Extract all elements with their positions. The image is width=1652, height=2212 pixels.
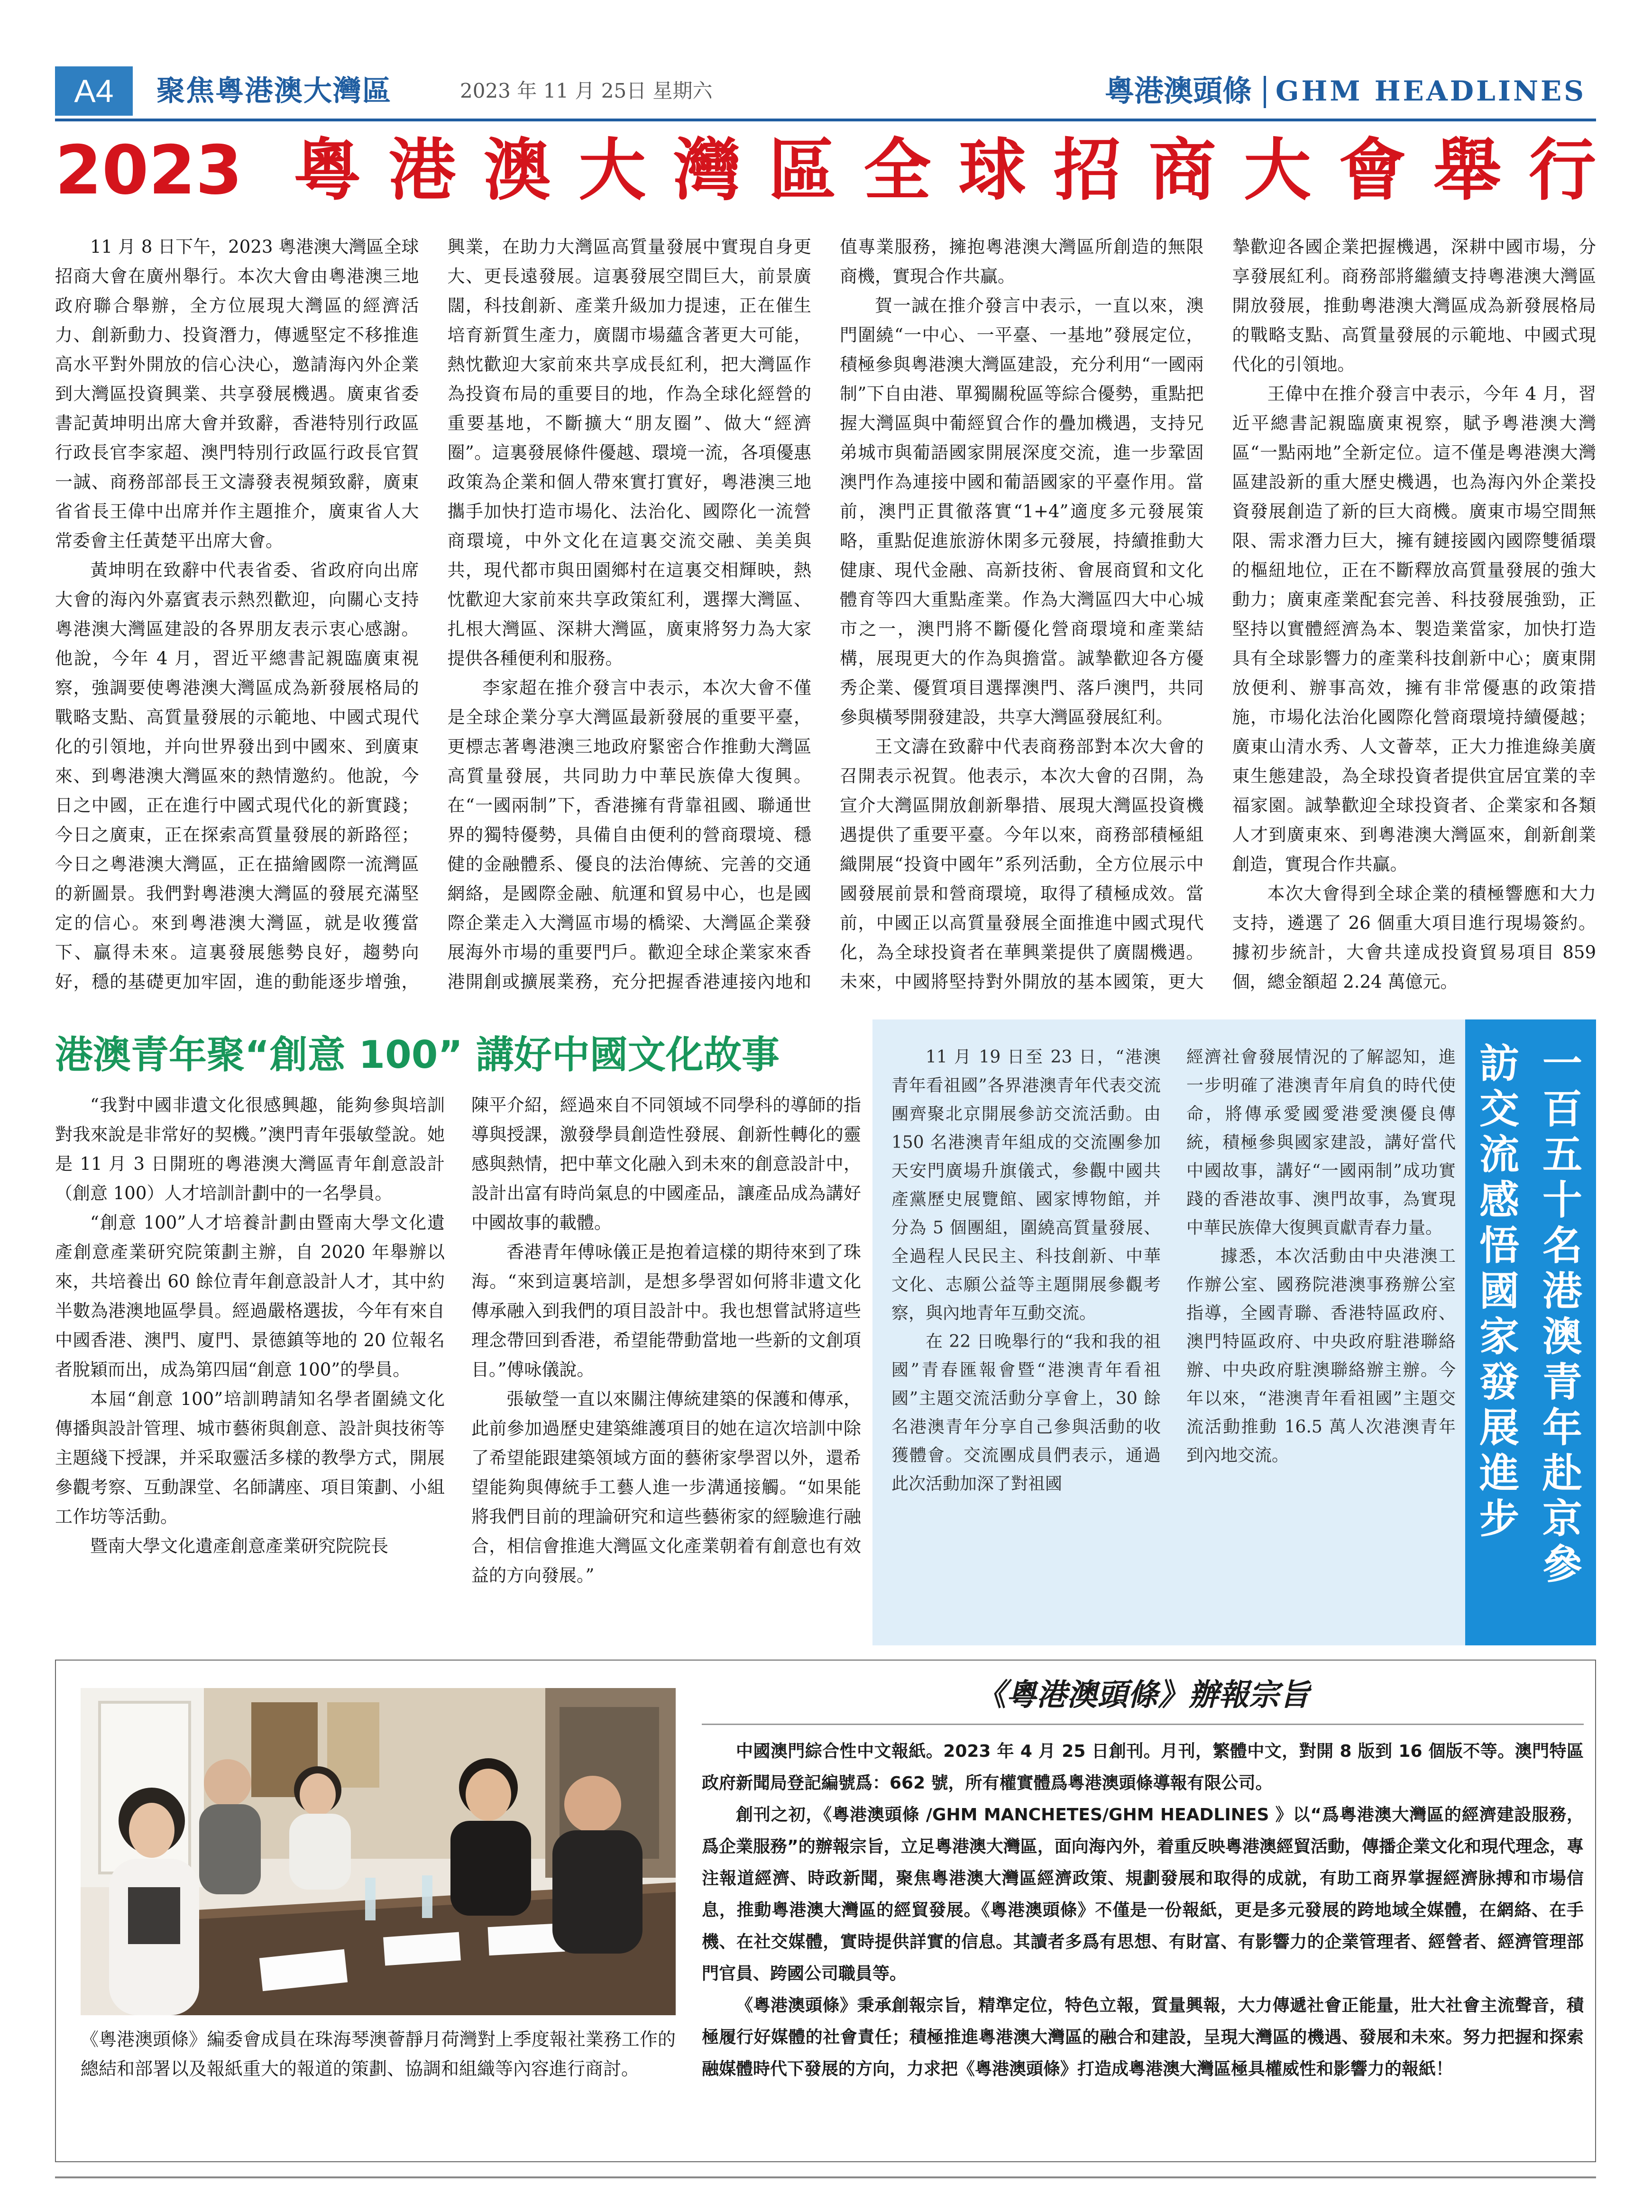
main-story-column-4	[1232, 232, 1597, 1000]
story3-column-2	[1186, 1043, 1456, 1617]
story3	[891, 1043, 1456, 1617]
paragraph: 興業，在助力大灣區高質量發展中實現自身更大、更長遠發展。這裏發展空間巨大，前景廣闊，科技創新、產業升級加力提速，正在催生培育新質生產力，廣闊市場蘊含著更大可能，熱忱歡迎大家前來共享成長紅利，把大灣區作為投資布局的重要目的地，作為全球化經營的重要基地，不斷擴大“朋友圈”、做大“經濟圈”。這裏發展條件優越、環境一流，各項優惠政策為企業和個人帶來實打實好，粵港澳三地攜手加快打造市場化、法治化、國際化一流營商環境，中外文化在這裏交流交融、美美與共，現代都市與田園鄉村在這裏交相輝映，熱忱歡迎大家前來共享政策紅利，選擇大灣區、扎根大灣區、深耕大灣區，廣東將努力為大家提供各種便利和服務。	[447, 237, 811, 669]
meeting-photo	[81, 1688, 676, 2015]
paragraph: 李家超在推介發言中表示，本次大會不僅是全球企業分享大灣區最新發展的重要平臺，更標志著粵港澳三地政府緊密合作推動大灣區高質量發展，共同助力中華民族偉大復興。在“一國兩制”下，香港擁有背靠祖國、聯通世界的獨特優勢，具備自由便利的營商環境、穩健的金融體系、優良的法治傳統、完善的交通網絡，是國際金融、航運和貿易中心，也是國際企業走入大灣區市場的橋梁、大灣區企業發展海外市場的重要門戶。歡迎全球企業家來香港開創或擴展業務，充分把握香港連接內地和	[447, 678, 811, 992]
main-story	[55, 232, 1596, 1000]
main-headline: 2023 粵港澳大灣區全球招商大會舉行	[55, 131, 1596, 210]
paragraph: 據悉，本次活動由中央港澳工作辦公室、國務院港澳事務辦公室指導，全國青聯、香港特區政府、澳門特區政府、中央政府駐港聯絡辦、中央政府駐澳聯絡辦主辦。今年以來，“港澳青年看祖國”主題交流活動推動 16.5 萬人次港澳青年到內地交流。	[1186, 1247, 1456, 1465]
footer-rule	[55, 2176, 1596, 2178]
story2-column-2	[471, 1091, 861, 1622]
issue-date: 2023 年 11 月 25日 星期六	[460, 79, 713, 102]
mission-divider	[702, 1724, 1584, 1725]
paragraph: 《粵港澳頭條》秉承創報宗旨，精準定位，特色立報，質量興報，大力傳遞社會正能量，壯大社會主流聲音，積極履行好媒體的社會責任；積極推進粵港澳大灣區的融合和建設，呈現大灣區的機遇、發展和未來。努力把握和探索融媒體時代下發展的方向，力求把《粵港澳頭條》打造成粵港澳大灣區極具權威性和影響力的報紙！	[702, 1996, 1584, 2079]
paragraph: 王偉中在推介發言中表示，今年 4 月，習近平總書記親臨廣東視察，賦予粵港澳大灣區“一點兩地”全新定位。這不僅是粵港澳大灣區建設新的重大歷史機遇，也為海內外企業投資發展創造了新的巨大商機。廣東市場空間無限、需求潛力巨大，擁有鏈接國內國際雙循環的樞紐地位，正在不斷釋放高質量發展的強大動力；廣東產業配套完善、科技發展強勁，正堅持以實體經濟為本、製造業當家，加快打造具有全球影響力的產業科技創新中心；廣東開放便利、辦事高效，擁有非常優惠的政策措施，市場化法治化國際化營商環境持續優越；廣東山清水秀、人文薈萃，正大力推進綠美廣東生態建設，為全球投資者提供宜居宜業的幸福家園。誠摯歡迎全球投資者、企業家和各類人才到廣東來、到粵港澳大灣區來，創新創業創造，實現合作共贏。	[1232, 384, 1596, 874]
paragraph: 香港青年傅咏儀正是抱着這樣的期待來到了珠海。“來到這裏培訓，是想多學習如何將非遺文化傳承融入到我們的項目設計中。我也想嘗試將這些理念帶回到香港，希望能帶動當地一些新的文創項目。”傅咏儀說。	[471, 1242, 861, 1380]
paragraph: 暨南大學文化遺產創意產業研究院院長	[90, 1536, 388, 1556]
mission-title: 《粵港澳頭條》辦報宗旨	[976, 1678, 1310, 1713]
masthead-separator	[1264, 76, 1266, 108]
paragraph: 值專業服務，擁抱粵港澳大灣區所創造的無限商機，實現合作共贏。	[840, 237, 1204, 286]
paragraph: 黃坤明在致辭中代表省委、省政府向出席大會的海內外嘉賓表示熱烈歡迎，向關心支持粵港澳大灣區建設的各界朋友表示衷心感謝。他說，今年 4 月，習近平總書記親臨廣東視察，強調要使粵港澳大灣區成為新發展格局的戰略支點、高質量發展的示範地、中國式現代化的引領地，并向世界發出到中國來、到廣東來、到粵港澳大灣區來的熱情邀約。他說，今日之中國，正在進行中國式現代化的新實踐；今日之廣東，正在探索高質量發展的新路徑；今日之粵港澳大灣區，正在描繪國際一流灣區的新圖景。我們對粵港澳大灣區的發展充滿堅定的信心。來到粵港澳大灣區，就是收獲當下、贏得未來。這裏發展態勢良好，趨勢向好，穩的基礎更加牢固，進的動能逐步增強，	[55, 560, 419, 992]
masthead-english: GHM HEADLINES	[1276, 75, 1587, 107]
story3-column-1	[891, 1043, 1161, 1617]
meeting-photo-illustration	[81, 1688, 676, 2015]
paragraph: 陳平介紹，經過來自不同領域不同學科的導師的指導與授課，激發學員創造性發展、創新性轉化的靈感與熱情，把中華文化融入到未來的創意設計中，設計出富有時尚氣息的中國產品，讓產品成為講好中國故事的載體。	[471, 1095, 861, 1233]
paragraph: 本屆“創意 100”培訓聘請知名學者圍繞文化傳播與設計管理、城市藝術與創意、設計與技術等主題綫下授課，并采取靈活多樣的教學方式，開展參觀考察、互動課堂、名師講座、項目策劃、小組工作坊等活動。	[55, 1389, 445, 1527]
page-number: A4	[55, 66, 133, 116]
story3-headline-line-2: 訪交流 感悟國家發展進步	[1479, 1040, 1519, 1542]
section-title: 聚焦粵港澳大灣區	[156, 74, 392, 108]
paragraph	[1232, 997, 1597, 1000]
main-story-column-3	[840, 232, 1204, 1000]
mission-statement	[702, 1735, 1584, 2143]
paragraph: 賀一誠在推介發言中表示，一直以來，澳門圍繞“一中心、一平臺、一基地”發展定位，積極參與粵港澳大灣區建設，充分利用“一國兩制”下自由港、單獨關稅區等綜合優勢，重點把握大灣區與中葡經貿合作的疊加機遇，支持兄弟城市與葡語國家開展深度交流，進一步鞏固澳門作為連接中國和葡語國家的平臺作用。當前，澳門正貫徹落實“1+4”適度多元發展策略，重點促進旅游休閑多元發展，持續推動大健康、現代金融、高新技術、會展商貿和文化體育等四大重點產業。作為大灣區四大中心城市之一，澳門將不斷優化營商環境和產業結構，展現更大的作為與擔當。誠摯歡迎各方優秀企業、優質項目選擇澳門、落戶澳門，共同參與橫琴開發建設，共享大灣區發展紅利。	[840, 295, 1204, 727]
paragraph: 11 月 19 日至 23 日，“港澳青年看祖國”各界港澳青年代表交流團齊聚北京開展參訪交流活動。由 150 名港澳青年組成的交流團參加天安門廣場升旗儀式，參觀中國共產黨歷史展覽館、國家博物館，并分為 5 個團組，圍繞高質量發展、全過程人民民主、科技創新、中華文化、志願公益等主題開展參觀考察，與內地青年互動交流。	[891, 1047, 1161, 1323]
paragraph: 11 月 8 日下午，2023 粵港澳大灣區全球招商大會在廣州舉行。本次大會由粵港澳三地政府聯合舉辦，全方位展現大灣區的經濟活力、創新動力、投資潛力，傳遞堅定不移推進高水平對外開放的信心決心，邀請海內外企業到大灣區投資興業、共享發展機遇。廣東省委書記黃坤明出席大會并致辭，香港特別行政區行政長官李家超、澳門特別行政區行政長官賀一誠、商務部部長王文濤發表視頻致辭，廣東省省長王偉中出席并作主題推介，廣東省人大常委會主任黃楚平出席大會。	[55, 237, 419, 551]
paragraph: 中國澳門綜合性中文報紙。2023 年 4 月 25 日創刊。月刊，繁體中文，對開 8 版到 16 個版不等。澳門特區政府新聞局登記編號爲：662 號，所有權實體爲粵港澳頭條導報有限公司。	[702, 1742, 1584, 1793]
paragraph: 在 22 日晚舉行的“我和我的祖國”青春匯報會暨“港澳青年看祖國”主題交流活動分享會上，30 餘名港澳青年分享自己參與活動的收獲體會。交流團成員們表示，通過此次活動加深了對祖國	[891, 1332, 1161, 1494]
paragraph: “創意 100”人才培養計劃由暨南大學文化遺產創意產業研究院策劃主辦，自 2020 年舉辦以來，共培養出 60 餘位青年創意設計人才，其中約半數為港澳地區學員。經過嚴格選拔，今年有來自中國香港、澳門、廈門、景德鎮等地的 20 位報名者脫穎而出，成為第四屆“創意 100”的學員。	[55, 1212, 445, 1380]
paragraph: 經濟社會發展情況的了解認知，進一步明確了港澳青年肩負的時代使命，將傳承愛國愛港愛澳優良傳統，積極參與國家建設，講好當代中國故事，講好“一國兩制”成功實踐的香港故事、澳門故事，為實現中華民族偉大復興貢獻青春力量。	[1186, 1047, 1456, 1238]
story2-column-1	[55, 1091, 445, 1622]
story3-headline-line-1: 一百五十名港澳青年赴京參	[1542, 1040, 1582, 1588]
header-rule	[55, 119, 1596, 121]
main-story-column-1	[55, 232, 419, 1000]
story2-headline: 港澳青年聚“創意 100” 講好中國文化故事	[55, 1033, 780, 1077]
paragraph: 摯歡迎各國企業把握機遇，深耕中國市場，分享發展紅利。商務部將繼續支持粵港澳大灣區開放發展，推動粵港澳大灣區成為新發展格局的戰略支點、高質量發展的示範地、中國式現代化的引領地。	[1232, 237, 1596, 375]
photo-caption: 《粵港澳頭條》編委會成員在珠海琴澳薈靜月荷灣對上季度報社業務工作的總結和部署以及報紙重大的報道的策劃、協調和組織等內容進行商討。	[81, 2029, 676, 2079]
paragraph: “我對中國非遺文化很感興趣，能夠參與培訓對我來說是非常好的契機。”澳門青年張敏瑩說。她是 11 月 3 日開班的粵港澳大灣區青年創意設計（創意 100）人才培訓計劃中的一名學員。	[55, 1095, 445, 1203]
paragraph: 本次大會得到全球企業的積極響應和大力支持，遴選了 26 個重大項目進行現場簽約。據初步統計，大會共達成投資貿易項目 859 個，總金額超 2.24 萬億元。	[1232, 883, 1596, 992]
main-story-column-2	[448, 232, 812, 1000]
masthead-chinese: 粵港澳頭條	[1105, 73, 1252, 108]
paragraph: 王文濤在致辭中代表商務部對本次大會的召開表示祝賀。他表示，本次大會的召開，為宣介大灣區開放創新舉措、展現大灣區投資機遇提供了重要平臺。今年以來，商務部積極組織開展“投資中國年”系列活動，全方位展示中國發展前景和營商環境，取得了積極成效。當前，中國正以高質量發展全面推進中國式現代化，為全球投資者在華興業提供了廣闊機遇。未來，中國將堅持對外開放的基本國策，更大	[840, 736, 1204, 992]
story2	[55, 1091, 861, 1622]
paragraph: 創刊之初，《粵港澳頭條 /GHM MANCHETES/GHM HEADLINES 》以“爲粵港澳大灣區的經濟建設服務，爲企業服務”的辦報宗旨，立足粵港澳大灣區，面向海內外，着重反映粵港澳經貿活動，傳播企業文化和現代理念，專注報道經濟、時政新聞，聚焦粵港澳大灣區經濟政策、規劃發展和取得的成就，有助工商界掌握經濟脉搏和市場信息，推動粵港澳大灣區的經貿發展。《粵港澳頭條》不僅是一份報紙，更是多元發展的跨地域全媒體，在網絡、在手機、在社交媒體，實時提供詳實的信息。其讀者多爲有思想、有財富、有影響力的企業管理者、經營者、經濟管理部門官員、跨國公司職員等。	[702, 1805, 1584, 1983]
paragraph: 張敏瑩一直以來關注傳統建築的保護和傳承，此前參加過歷史建築維護項目的她在這次培訓中除了希望能跟建築領域方面的藝術家學習以外，還希望能夠與傳統手工藝人進一步溝通接觸。“如果能將我們目前的理論研究和這些藝術家的經驗進行融合，相信會推進大灣區文化產業朝着有創意也有效益的方向發展。”	[471, 1389, 861, 1586]
